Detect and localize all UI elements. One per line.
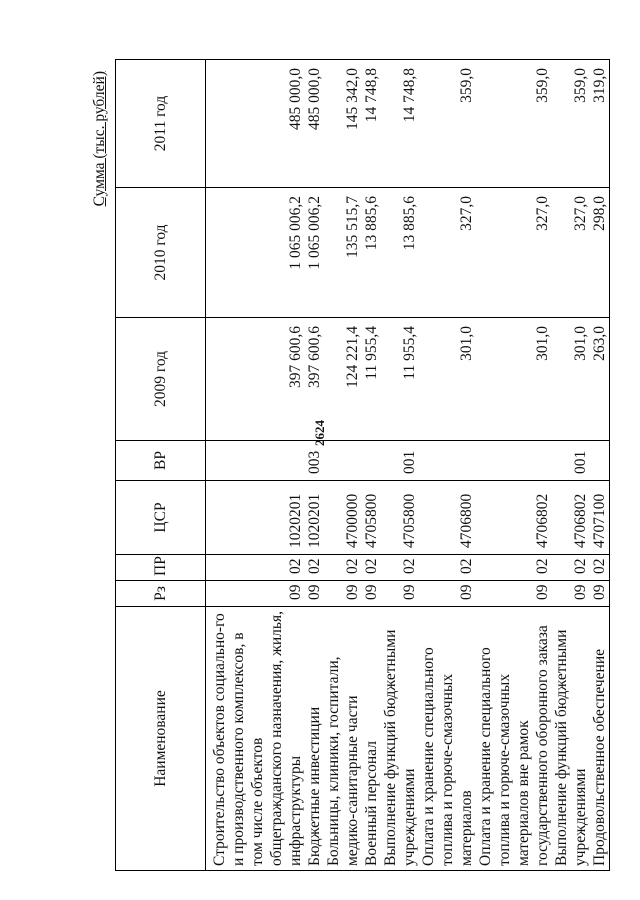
cell-name: Выполнение функций бюджетными учреждениями	[552, 607, 590, 871]
units-label	[85, 71, 115, 871]
cell-rz: 09	[381, 581, 419, 607]
cell-y2011: 359,0	[476, 60, 552, 188]
cell-y2010: 1 065 006,2	[305, 188, 324, 318]
cell-y2010: 327,0	[419, 188, 476, 318]
cell-csr: 4705800	[381, 481, 419, 555]
cell-csr: 1020201	[210, 481, 305, 555]
header-vr: ВР	[116, 441, 206, 481]
table-row	[324, 60, 362, 871]
cell-pr: 02	[419, 555, 476, 581]
cell-vr: 003	[305, 441, 324, 481]
table-row	[590, 60, 610, 871]
cell-pr: 02	[362, 555, 381, 581]
cell-y2011: 14 748,8	[362, 60, 381, 188]
cell-pr: 02	[210, 555, 305, 581]
cell-csr: 1020201	[305, 481, 324, 555]
header-name: Наименование	[116, 607, 206, 871]
header-2009: 2009 год	[116, 318, 206, 441]
cell-y2009: 397 600,6	[305, 318, 324, 441]
cell-rz: 09	[324, 581, 362, 607]
cell-name: Строительство объектов социально-го и производственного комплексов, в том числе объектов общегражданского назначения, жилья, инфраструктуры	[210, 607, 305, 871]
cell-y2011: 145 342,0	[324, 60, 362, 188]
page-number: 2624	[312, 420, 327, 446]
cell-vr	[324, 441, 362, 481]
cell-y2011: 359,0	[552, 60, 590, 188]
rotated-table-region	[85, 60, 608, 871]
cell-csr: 4700000	[324, 481, 362, 555]
cell-rz: 09	[552, 581, 590, 607]
cell-y2009: 11 955,4	[381, 318, 419, 441]
cell-y2010: 327,0	[552, 188, 590, 318]
cell-pr: 02	[305, 555, 324, 581]
table-row	[305, 60, 324, 871]
cell-rz: 09	[419, 581, 476, 607]
cell-name: Оплата и хранение специального топлива и горюче-смазочных материалов вне рамок государственного оборонного заказа	[476, 607, 552, 871]
cell-name: Продовольственное обеспечение	[590, 607, 610, 871]
cell-y2009: 301,0	[552, 318, 590, 441]
table-row	[476, 60, 552, 871]
cell-y2010: 327,0	[476, 188, 552, 318]
cell-rz: 09	[210, 581, 305, 607]
cell-csr: 4706800	[419, 481, 476, 555]
cell-y2011: 485 000,0	[210, 60, 305, 188]
cell-y2010: 298,0	[590, 188, 610, 318]
cell-y2009: 301,0	[476, 318, 552, 441]
table-body	[206, 60, 610, 871]
cell-vr	[210, 441, 305, 481]
cell-y2010: 13 885,6	[381, 188, 419, 318]
cell-pr: 02	[552, 555, 590, 581]
cell-vr	[362, 441, 381, 481]
cell-y2011: 14 748,8	[381, 60, 419, 188]
cell-vr	[590, 441, 610, 481]
cell-y2009: 11 955,4	[362, 318, 381, 441]
cell-y2009: 124 221,4	[324, 318, 362, 441]
header-csr: ЦСР	[116, 481, 206, 555]
cell-y2010: 1 065 006,2	[210, 188, 305, 318]
table-row	[381, 60, 419, 871]
cell-pr: 02	[476, 555, 552, 581]
units-label-text: Сумма (тыс. рублей)	[91, 71, 108, 207]
cell-name: Бюджетные инвестиции	[305, 607, 324, 871]
cell-pr: 02	[324, 555, 362, 581]
cell-y2011: 485 000,0	[305, 60, 324, 188]
cell-csr: 4706802	[476, 481, 552, 555]
table-row	[210, 60, 305, 871]
cell-csr: 4706802	[552, 481, 590, 555]
cell-name: Выполнение функций бюджетными учреждениями	[381, 607, 419, 871]
cell-vr: 001	[381, 441, 419, 481]
cell-pr: 02	[590, 555, 610, 581]
cell-rz: 09	[362, 581, 381, 607]
cell-y2010: 135 515,7	[324, 188, 362, 318]
cell-rz: 09	[305, 581, 324, 607]
cell-name: Больницы, клиники, госпитали, медико-санитарные части	[324, 607, 362, 871]
table-row	[552, 60, 590, 871]
cell-y2009: 263,0	[590, 318, 610, 441]
cell-y2011: 359,0	[419, 60, 476, 188]
cell-y2010: 13 885,6	[362, 188, 381, 318]
cell-name: Оплата и хранение специального топлива и горюче-смазочных материалов	[419, 607, 476, 871]
header-pr: ПР	[116, 555, 206, 581]
cell-y2011: 319,0	[590, 60, 610, 188]
cell-vr: 001	[552, 441, 590, 481]
cell-pr: 02	[381, 555, 419, 581]
budget-table	[115, 59, 610, 871]
cell-csr: 4705800	[362, 481, 381, 555]
header-2010: 2010 год	[116, 188, 206, 318]
table-row	[419, 60, 476, 871]
cell-csr: 4707100	[590, 481, 610, 555]
cell-vr	[476, 441, 552, 481]
cell-rz: 09	[476, 581, 552, 607]
header-rz: Рз	[116, 581, 206, 607]
cell-name: Военный персонал	[362, 607, 381, 871]
cell-y2009: 397 600,6	[210, 318, 305, 441]
cell-vr	[419, 441, 476, 481]
header-row	[116, 60, 206, 871]
header-2011: 2011 год	[116, 60, 206, 188]
cell-y2009: 301,0	[419, 318, 476, 441]
table-row	[362, 60, 381, 871]
cell-rz: 09	[590, 581, 610, 607]
